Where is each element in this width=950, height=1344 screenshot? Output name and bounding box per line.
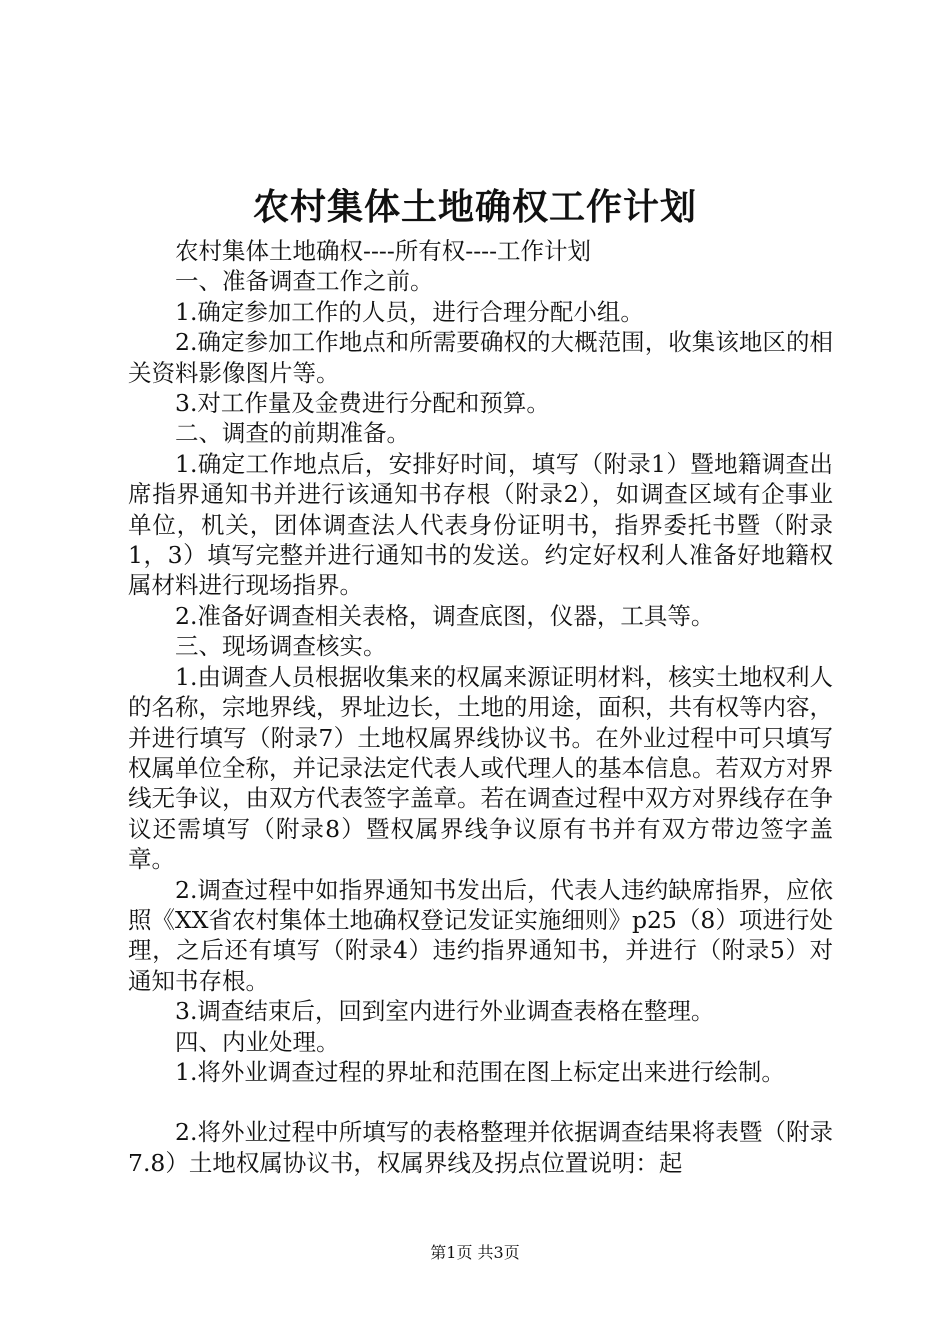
document-body: [128, 236, 833, 1178]
section-heading-3: 三、现场调查核实。: [175, 632, 387, 661]
paragraph: 3.对工作量及金费进行分配和预算。: [175, 389, 550, 418]
paragraph: 1.确定参加工作的人员，进行合理分配小组。: [175, 297, 644, 326]
paragraph: 1.确定工作地点后，安排好时间，填写（附录1）暨地籍调查出席指界通知书并进行该通知书存根（附录2），如调查区域有企事业单位，机关，团体调查法人代表身份证明书，指界委托书暨（附录1，3）填写完整并进行通知书的发送。约定好权利人准备好地籍权属材料进行现场指界。: [128, 449, 833, 600]
section-heading-1: 一、准备调查工作之前。: [175, 267, 434, 296]
paragraph: 2.准备好调查相关表格，调查底图，仪器，工具等。: [175, 601, 715, 630]
section-heading-4: 四、内业处理。: [175, 1027, 340, 1056]
page-title: 农村集体土地确权工作计划: [252, 187, 697, 228]
section-heading-2: 二、调查的前期准备。: [175, 419, 410, 448]
paragraph: 1.将外业调查过程的界址和范围在图上标定出来进行绘制。: [175, 1057, 785, 1086]
paragraph: 2.调查过程中如指界通知书发出后，代表人违约缺席指界，应依照《XX省农村集体土地确权登记发证实施细则》p25（8）项进行处理，之后还有填写（附录4）违约指界通知书，并进行（附录5）对通知书存根。: [128, 875, 833, 995]
paragraph: 1.由调查人员根据收集来的权属来源证明材料，核实土地权利人的名称，宗地界线，界址边长，土地的用途，面积，共有权等内容，并进行填写（附录7）土地权属界线协议书。在外业过程中可只填写权属单位全称，并记录法定代表人或代理人的基本信息。若双方对界线无争议，由双方代表签字盖章。若在调查过程中双方对界线存在争议还需填写（附录8）暨权属界线争议原有书并有双方带边签字盖章。: [128, 662, 833, 874]
paragraph-subtitle: 农村集体土地确权----所有权----工作计划: [175, 237, 592, 265]
paragraph: 2.将外业过程中所填写的表格整理并依据调查结果将表暨（附录7.8）土地权属协议书，权属界线及拐点位置说明：起: [128, 1118, 833, 1177]
paragraph: 3.调查结束后，回到室内进行外业调查表格在整理。: [175, 997, 715, 1026]
paragraph: 2.确定参加工作地点和所需要确权的大概范围，收集该地区的相关资料影像图片等。: [128, 328, 833, 387]
page-footer: 第1页 共3页: [430, 1243, 520, 1262]
